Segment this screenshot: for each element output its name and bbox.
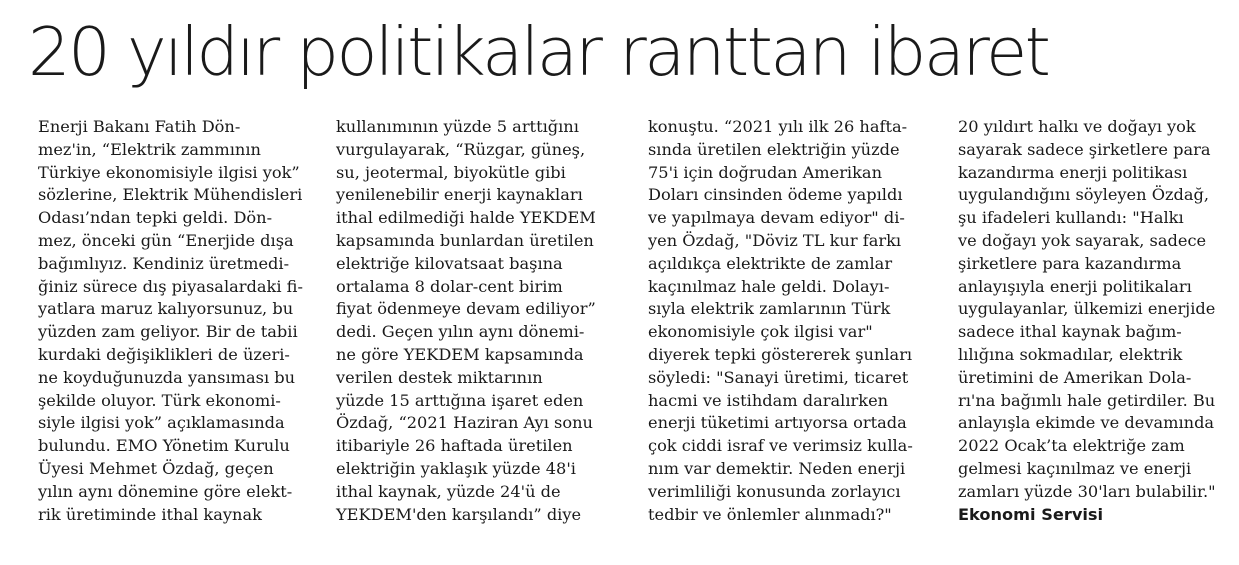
text-line: anlayışla ekimde ve devamında [958,413,1215,433]
text-line: su, jeotermal, biyokütle gibi [336,162,566,182]
text-line: verilen destek miktarının [336,367,543,387]
text-line: kazandırma enerji politikası [958,162,1188,182]
text-line: kaçınılmaz hale geldi. Dolayı- [648,276,890,296]
text-line: yatlara maruz kalıyorsunuz, bu [38,299,294,319]
text-line: anlayışıyla enerji politikaları [958,276,1192,296]
text-line: bulundu. EMO Yönetim Kurulu [38,436,290,456]
text-line: ğiniz sürece dış piyasalardaki fi- [38,276,303,296]
text-line: YEKDEM'den karşılandı” diye [336,504,582,524]
text-line: fiyat ödenmeye devam ediliyor” [336,299,596,319]
text-line: 75'i için doğrudan Amerikan [648,162,882,182]
text-line: Üyesi Mehmet Özdağ, geçen [38,458,274,478]
text-line: ekonomisiyle çok ilgisi var" [648,322,873,342]
text-line: mez'in, “Elektrik zammının [38,139,261,159]
text-line: ve yapılmaya devam ediyor" di- [648,208,905,228]
text-line: tedbir ve önlemler alınmadı?" [648,504,892,524]
text-line: sıyla elektrik zamlarının Türk [648,299,891,319]
text-line: sında üretilen elektriğin yüzde [648,139,900,159]
byline: Ekonomi Servisi [958,504,1104,524]
text-line: vurgulayarak, “Rüzgar, güneş, [336,139,586,159]
text-line: enerji tüketimi artıyorsa ortada [648,413,907,433]
text-line: rı'na bağımlı hale getirdiler. Bu [958,390,1216,410]
text-line: nım var demektir. Neden enerji [648,458,906,478]
text-line: şu ifadeleri kullandı: "Halkı [958,208,1184,228]
text-line: yüzde 15 arttığına işaret eden [336,390,584,410]
text-line: Doları cinsinden ödeme yapıldı [648,185,903,205]
text-line: yüzden zam geliyor. Bir de tabii [38,322,298,342]
text-line: yen Özdağ, "Döviz TL kur farkı [648,230,902,250]
text-line: çok ciddi israf ve verimsiz kulla- [648,436,913,456]
text-line: lılığına sokmadılar, elektrik [958,344,1183,364]
text-line: Türkiye ekonomisiyle ilgisi yok” [38,162,300,182]
text-line: hacmi ve istihdam daralırken [648,390,889,410]
article-column-2 [336,116,626,526]
text-line: sayarak sadece şirketlere para [958,139,1211,159]
text-line: yılın aynı dönemine göre elekt- [38,481,293,501]
text-line: ne göre YEKDEM kapsamında [336,344,584,364]
text-line: şirketlere para kazandırma [958,253,1182,273]
text-line: ithal kaynak, yüzde 24'ü de [336,481,561,501]
text-line: yenilenebilir enerji kaynakları [336,185,583,205]
text-line: söyledi: "Sanayi üretimi, ticaret [648,367,909,387]
text-line: açıldıkça elektrikte de zamlar [648,253,893,273]
text-line: ortalama 8 dolar-cent birim [336,276,563,296]
text-line: kurdaki değişiklikleri de üzeri- [38,344,290,364]
text-line: elektriğin yaklaşık yüzde 48'i [336,458,576,478]
text-line: Enerji Bakanı Fatih Dön- [38,117,241,136]
text-line: şekilde oluyor. Türk ekonomi- [38,390,281,410]
text-line: kullanımının yüzde 5 arttığını [336,117,579,136]
text-line: sadece ithal kaynak bağım- [958,322,1182,342]
text-line: kapsamında bunlardan üretilen [336,230,594,250]
text-line: sözlerine, Elektrik Mühendisleri [38,185,303,205]
text-line: üretimini de Amerikan Dola- [958,367,1192,387]
text-line: mez, önceki gün “Enerjide dışa [38,230,294,250]
text-line: uygulayanlar, ülkemizi enerjide [958,299,1216,319]
text-line: konuştu. “2021 yılı ilk 26 hafta- [648,117,908,136]
headline: 20 yıldır politikalar ranttan ibaret [28,13,1049,91]
text-line: 2022 Ocak’ta elektriğe zam [958,436,1185,456]
text-line: ne koyduğunuzda yansıması bu [38,367,296,387]
text-line: Odası’ndan tepki geldi. Dön- [38,208,273,228]
text-line: rik üretiminde ithal kaynak [38,504,262,524]
text-line: diyerek tepki göstererek şunları [648,344,913,364]
text-line: gelmesi kaçınılmaz ve enerji [958,458,1192,478]
text-line: Özdağ, “2021 Haziran Ayı sonu [336,413,593,433]
text-line: ve doğayı yok sayarak, sadece [958,230,1207,250]
text-line: elektriğe kilovatsaat başına [336,253,563,273]
text-line: bağımlıyız. Kendiniz üretmedi- [38,253,290,273]
text-line: zamları yüzde 30'ları bulabilir." [958,481,1216,501]
article-column-3 [648,116,938,526]
text-line: ithal edilmediği halde YEKDEM [336,208,596,228]
article-column-1 [38,116,310,526]
text-line: verimliliği konusunda zorlayıcı [648,481,901,501]
article-column-4 [958,116,1238,526]
text-line: 20 yıldırt halkı ve doğayı yok [958,117,1196,136]
text-line: siyle ilgisi yok” açıklamasında [38,413,285,433]
text-line: uygulandığını söyleyen Özdağ, [958,185,1210,205]
text-line: dedi. Geçen yılın aynı dönemi- [336,322,585,342]
text-line: itibariyle 26 haftada üretilen [336,436,573,456]
